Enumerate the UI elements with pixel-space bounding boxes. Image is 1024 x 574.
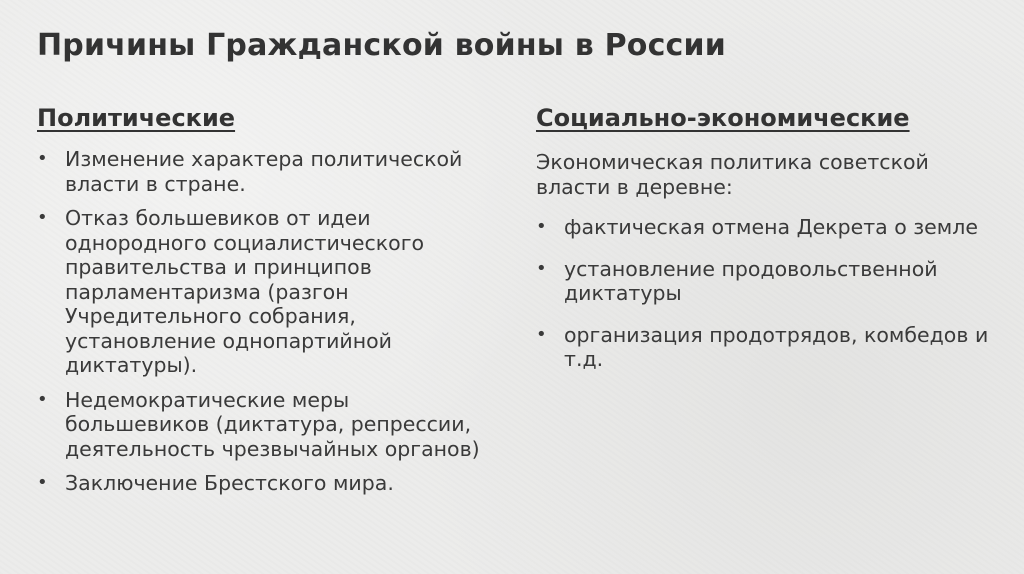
list-item-text: Изменение характера политической власти в стране.: [65, 147, 463, 196]
political-causes-list: [37, 147, 497, 496]
list-item: [37, 471, 497, 496]
slide-title: Причины Гражданской войны в России: [37, 28, 726, 63]
political-causes-column: [37, 104, 497, 506]
list-item: [37, 388, 497, 462]
bullet-icon: •: [37, 472, 48, 493]
socio-economic-intro: Экономическая политика советской власти в деревне:: [536, 150, 929, 199]
list-item: [536, 257, 1006, 306]
political-heading: Политические: [37, 104, 236, 132]
bullet-icon: •: [37, 388, 48, 410]
list-item-text: Заключение Брестского мира.: [65, 471, 394, 495]
socio-economic-causes-list: [536, 215, 1006, 372]
list-item: [536, 323, 1006, 372]
list-item-text: Недемократические меры большевиков (диктатура, репрессии, деятельность чрезвычайных органов): [65, 387, 480, 461]
list-item-text: установление продовольственной диктатуры: [564, 256, 938, 305]
bullet-icon: •: [536, 323, 547, 345]
list-item-text: организация продотрядов, комбедов и т.д.: [564, 322, 989, 371]
list-item-text: Отказ большевиков от идеи однородного социалистического правительства и принципов парламентаризма (разгон Учредительного собрания, установление однопартийной диктатуры).: [65, 206, 425, 377]
list-item-text: фактическая отмена Декрета о земле: [564, 215, 978, 239]
bullet-icon: •: [37, 207, 48, 228]
list-item: [37, 206, 497, 378]
socio-economic-causes-column: [536, 104, 1006, 389]
socio-economic-heading: Социально-экономические: [536, 104, 910, 132]
bullet-icon: •: [536, 216, 547, 237]
list-item: [536, 215, 1006, 240]
bullet-icon: •: [37, 148, 48, 169]
bullet-icon: •: [536, 257, 547, 279]
list-item: [37, 147, 497, 196]
